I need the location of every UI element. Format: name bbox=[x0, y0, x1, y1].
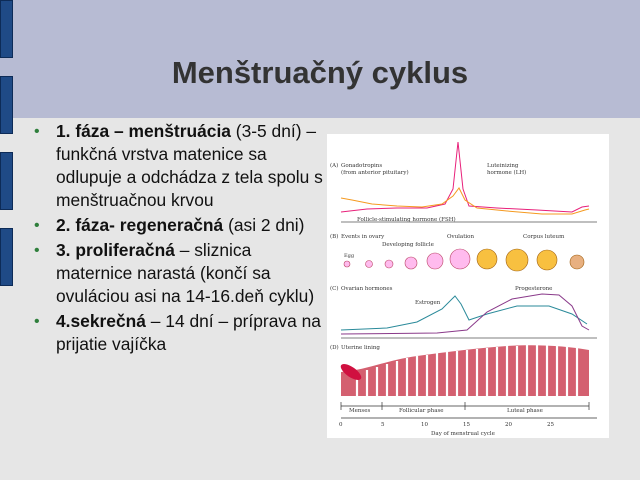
uterine-lining-shape bbox=[341, 345, 589, 396]
tick-label: 25 bbox=[547, 422, 554, 428]
bullet-text: (asi 2 dni) bbox=[223, 215, 305, 235]
tick-label: 5 bbox=[381, 422, 385, 428]
tick-label: 0 bbox=[339, 422, 343, 428]
fsh-curve bbox=[341, 188, 589, 214]
bullet-dot-icon: • bbox=[34, 242, 40, 259]
lh-label-2: hormone (LH) bbox=[487, 170, 527, 176]
lh-label: Luteinizing bbox=[487, 163, 519, 169]
tick-label: 20 bbox=[505, 422, 512, 428]
figure-svg bbox=[327, 134, 609, 438]
ovarian-hormones-label: Ovarian hormones bbox=[341, 286, 393, 292]
lh-curve bbox=[341, 142, 589, 212]
bullet-bold: 1. fáza – menštruácia bbox=[56, 121, 231, 141]
bullet-text: – sliznica maternice narastá (končí sa ovuláciou asi na 14-16.deň cyklu) bbox=[56, 240, 315, 306]
bullet-list bbox=[30, 120, 330, 358]
corpus-luteum-shape bbox=[570, 255, 584, 269]
corpus-luteum-shape bbox=[506, 249, 528, 271]
phase-follicular: Follicular phase bbox=[399, 408, 444, 414]
tick-label: 15 bbox=[463, 422, 470, 428]
bullet-item bbox=[30, 120, 330, 212]
follicle-shape bbox=[366, 261, 373, 268]
estrogen-label: Estrogen bbox=[415, 300, 441, 306]
developing-follicle-label: Developing follicle bbox=[382, 242, 434, 248]
bullet-item bbox=[30, 214, 330, 237]
follicle-shape bbox=[405, 257, 417, 269]
follicle-shape bbox=[385, 260, 393, 268]
panel-b-label: (B) bbox=[330, 234, 339, 240]
menstrual-cycle-figure bbox=[327, 134, 609, 438]
ovulation-label: Ovulation bbox=[447, 234, 475, 240]
uterine-lining-label: Uterine lining bbox=[341, 345, 380, 351]
estrogen-curve bbox=[341, 296, 587, 330]
progesterone-label: Progesterone bbox=[515, 286, 553, 292]
follicle-shape bbox=[427, 253, 443, 269]
bullet-bold: 3. proliferačná bbox=[56, 240, 175, 260]
panel-a-title: Gonadotropins bbox=[341, 163, 383, 169]
phase-luteal: Luteal phase bbox=[507, 408, 543, 414]
bullet-item bbox=[30, 310, 330, 356]
corpus-luteum-shape bbox=[537, 250, 557, 270]
panel-c-label: (C) bbox=[330, 286, 339, 292]
egg-label: Egg bbox=[344, 253, 355, 259]
left-accent-bar-3 bbox=[0, 152, 13, 210]
bullet-dot-icon: • bbox=[34, 313, 40, 330]
corpus-luteum-label: Corpus luteum bbox=[523, 234, 565, 240]
events-label: Events in ovary bbox=[341, 234, 385, 240]
x-axis-label: Day of menstrual cycle bbox=[431, 431, 495, 437]
phase-menses: Menses bbox=[349, 408, 371, 414]
bullet-dot-icon: • bbox=[34, 217, 40, 234]
corpus-luteum-shape bbox=[477, 249, 497, 269]
bullet-item bbox=[30, 239, 330, 308]
bullet-dot-icon: • bbox=[34, 123, 40, 140]
slide-title: Menštruačný cyklus bbox=[171, 55, 469, 90]
left-accent-bar-1 bbox=[0, 0, 13, 58]
panel-d-label: (D) bbox=[330, 345, 339, 351]
bullet-text: (3-5 dní) – funkčná vrstva matenice sa odlupuje a odchádza z tela spolu s menštruačnou krvou bbox=[56, 121, 323, 210]
bullet-bold: 4.sekrečná bbox=[56, 311, 146, 331]
ovulation-follicle bbox=[450, 249, 470, 269]
bullet-text: – 14 dní – príprava na prijatie vajíčka bbox=[56, 311, 321, 354]
follicle-shape bbox=[344, 261, 350, 267]
panel-a-subtitle: (from anterior pituitary) bbox=[341, 170, 409, 176]
left-accent-bar-4 bbox=[0, 228, 13, 286]
fsh-label: Follicle-stimulating hormone (FSH) bbox=[357, 217, 456, 223]
bullet-bold: 2. fáza- regeneračná bbox=[56, 215, 224, 235]
tick-label: 10 bbox=[421, 422, 428, 428]
panel-a-label: (A) bbox=[330, 163, 339, 169]
